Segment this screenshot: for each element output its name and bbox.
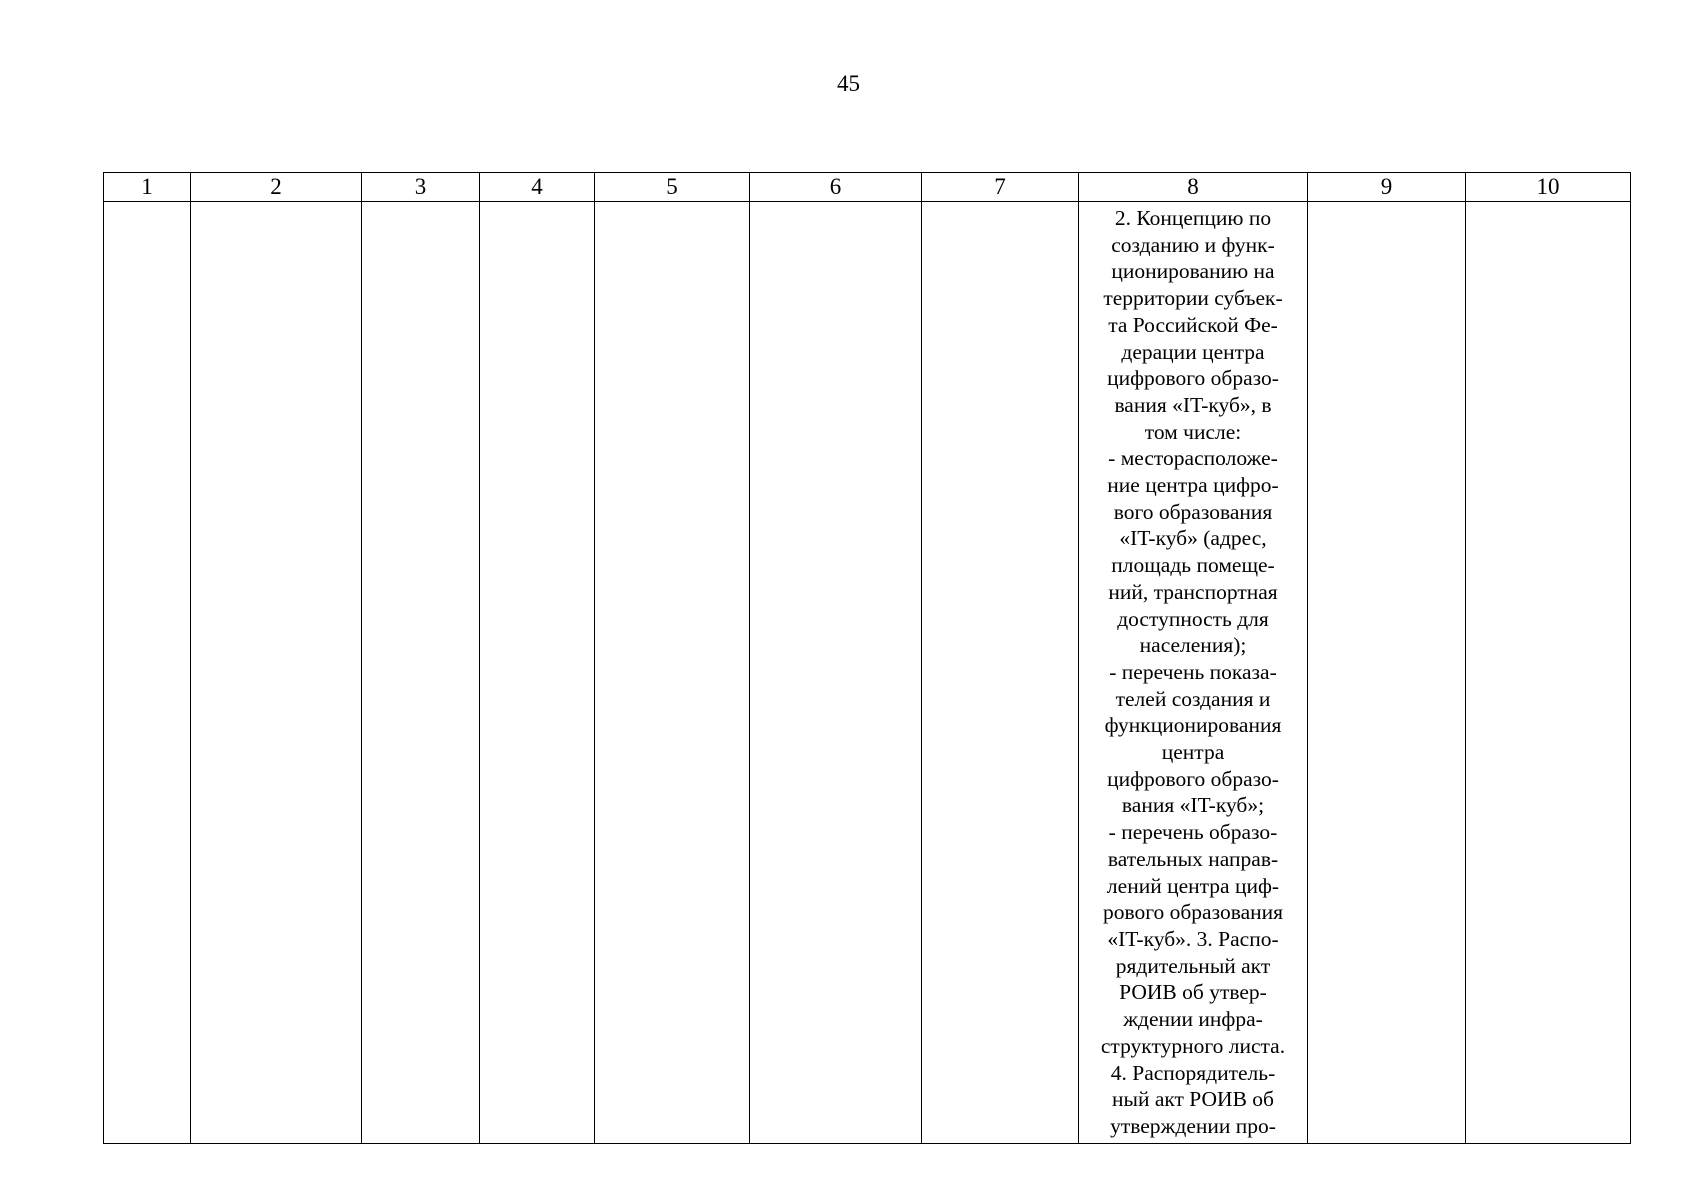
column-header-10: 10 xyxy=(1466,173,1631,202)
cell-col-9 xyxy=(1308,202,1466,1144)
column-header-9: 9 xyxy=(1308,173,1466,202)
text-line: - месторасположе- xyxy=(1108,446,1278,471)
text-line: телей создания и xyxy=(1115,686,1271,711)
text-line: рядительный акт xyxy=(1115,953,1271,978)
text-line: территории субъек- xyxy=(1103,286,1283,311)
text-line: 2. Концепцию по xyxy=(1114,206,1272,230)
column-header-8: 8 xyxy=(1079,173,1308,202)
column-header-5: 5 xyxy=(595,173,750,202)
text-line: функционирования xyxy=(1104,713,1282,738)
cell-col-10 xyxy=(1466,202,1631,1144)
column-header-3: 3 xyxy=(362,173,480,202)
text-line: вого образования xyxy=(1113,499,1273,524)
cell-col-5 xyxy=(595,202,750,1144)
text-line: «IT-куб». 3. Распо- xyxy=(1107,926,1279,951)
text-line: вания «IT-куб»; xyxy=(1121,793,1265,818)
text-line: ние центра цифро- xyxy=(1107,473,1279,498)
table-row xyxy=(104,202,1631,1144)
text-line: 4. Распорядитель- xyxy=(1110,1060,1276,1085)
text-line: созданию и функ- xyxy=(1111,232,1275,257)
text-line: цифрового образо- xyxy=(1107,366,1279,391)
cell-col-2 xyxy=(191,202,362,1144)
column-header-1: 1 xyxy=(104,173,191,202)
text-line: - перечень показа- xyxy=(1109,659,1277,684)
cell-col-1 xyxy=(104,202,191,1144)
text-line: структурного листа. xyxy=(1100,1033,1286,1058)
text-line: та Российской Фе- xyxy=(1108,312,1278,337)
text-line: вательных направ- xyxy=(1107,846,1279,871)
text-line: центра xyxy=(1161,740,1225,765)
document-table xyxy=(103,172,1631,1144)
cell-col-6 xyxy=(750,202,922,1144)
text-line: площадь помеще- xyxy=(1111,553,1275,578)
text-line: цифрового образо- xyxy=(1107,766,1279,791)
text-line: доступность для xyxy=(1117,606,1269,631)
text-line: - перечень образо- xyxy=(1108,820,1278,845)
text-line: вания «IT-куб», в xyxy=(1114,392,1272,417)
text-line: ний, транспортная xyxy=(1108,579,1278,604)
text-line: рового образования xyxy=(1102,900,1284,925)
text-line: ный акт РОИВ об xyxy=(1112,1087,1274,1112)
page-number: 45 xyxy=(837,71,860,96)
text-line: лений центра циф- xyxy=(1106,873,1280,898)
cell-col-4 xyxy=(480,202,595,1144)
column-header-7: 7 xyxy=(922,173,1079,202)
text-line: «IT-куб» (адрес, xyxy=(1119,526,1267,551)
header-row xyxy=(104,173,1631,202)
column-header-6: 6 xyxy=(750,173,922,202)
cell-col-8 xyxy=(1079,202,1308,1144)
column-header-2: 2 xyxy=(191,173,362,202)
text-line: том числе: xyxy=(1144,419,1242,444)
cell-col-3 xyxy=(362,202,480,1144)
cell-col-7 xyxy=(922,202,1079,1144)
text-line: утверждении про- xyxy=(1110,1113,1276,1138)
text-line: ционированию на xyxy=(1111,259,1275,284)
text-line: РОИВ об утвер- xyxy=(1119,980,1267,1005)
text-line: дерации центра xyxy=(1121,339,1265,364)
text-line: населения); xyxy=(1139,633,1247,658)
text-line: ждении инфра- xyxy=(1123,1007,1263,1032)
column-header-4: 4 xyxy=(480,173,595,202)
column-8-text xyxy=(1079,202,1307,1143)
